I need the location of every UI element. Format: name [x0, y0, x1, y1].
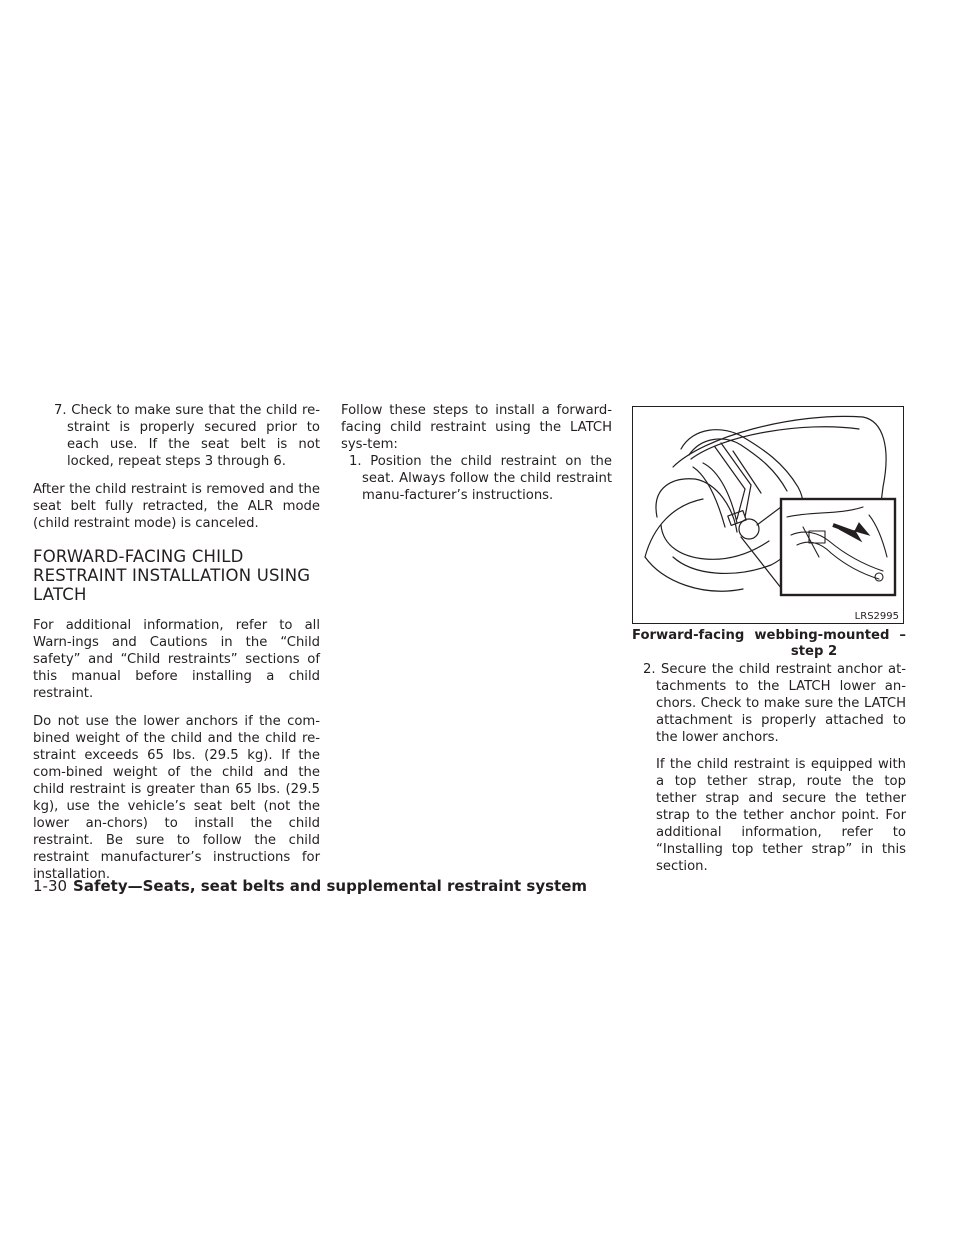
intro-paragraph: Follow these steps to install a forward-facing child restraint using the LATCH sys-tem: — [341, 403, 612, 452]
step-1-text: Position the child restraint on the seat. Always follow the child restraint manu-facturer’s instructions. — [362, 454, 612, 503]
step-2-text: Secure the child restraint anchor at-tachments to the LATCH lower an-chors. Check to make sure the LATCH attachment is properly attached to the lower anchors. — [656, 662, 906, 745]
anchor-weight-paragraph: Do not use the lower anchors if the com-bined weight of the child and the child re-straint exceeds 65 lbs. (29.5 kg). If the com-bined weight of the child and the child restraint is greater than 65 lbs. (29.5 kg), use the vehicle’s seat belt (not the lower an-chors) to install the child restraint. Be sure to follow the child restraint manufacturer’s instructions for installation. — [33, 714, 320, 882]
step-2 — [632, 661, 906, 746]
alr-paragraph: After the child restraint is removed and the seat belt fully retracted, the ALR mode (child restraint mode) is canceled. — [33, 482, 320, 531]
page-number: 1-30 — [33, 877, 68, 895]
right-column — [632, 406, 906, 875]
heading-line-3: LATCH — [33, 585, 87, 604]
step-2-number: 2. — [643, 662, 656, 677]
middle-column — [341, 402, 612, 504]
left-column — [33, 402, 320, 883]
heading-line-1: FORWARD-FACING CHILD — [33, 547, 244, 566]
section-heading — [33, 547, 320, 604]
heading-line-2: RESTRAINT INSTALLATION USING — [33, 566, 311, 585]
step-7 — [33, 402, 320, 470]
step-1 — [341, 453, 612, 504]
section-title: Safety—Seats, seat belts and supplemental restraint system — [73, 877, 588, 895]
info-paragraph: For additional information, refer to all Warn-ings and Cautions in the “Child safety” and “Child restraints” sections of this manual before installing a child restraint. — [33, 618, 320, 701]
step-2-tether-note: If the child restraint is equipped with a top tether strap, route the top tether strap and secure the tether strap to the tether anchor point. For additional information, refer to “Installing top tether strap” in this section. — [656, 757, 906, 874]
figure-caption-line-1: Forward-facing webbing-mounted – — [632, 628, 906, 643]
step-7-text: Check to make sure that the child re-straint is properly secured prior to each use. If the seat belt is not locked, repeat steps 3 through 6. — [67, 403, 320, 469]
page-footer — [33, 877, 587, 895]
figure-code: LRS2995 — [854, 611, 899, 622]
child-restraint-figure — [632, 406, 904, 624]
step-1-number: 1. — [349, 454, 362, 469]
figure-caption-line-2: step 2 — [790, 644, 838, 659]
child-seat-illustration — [633, 407, 905, 625]
step-7-number: 7. — [54, 403, 67, 418]
